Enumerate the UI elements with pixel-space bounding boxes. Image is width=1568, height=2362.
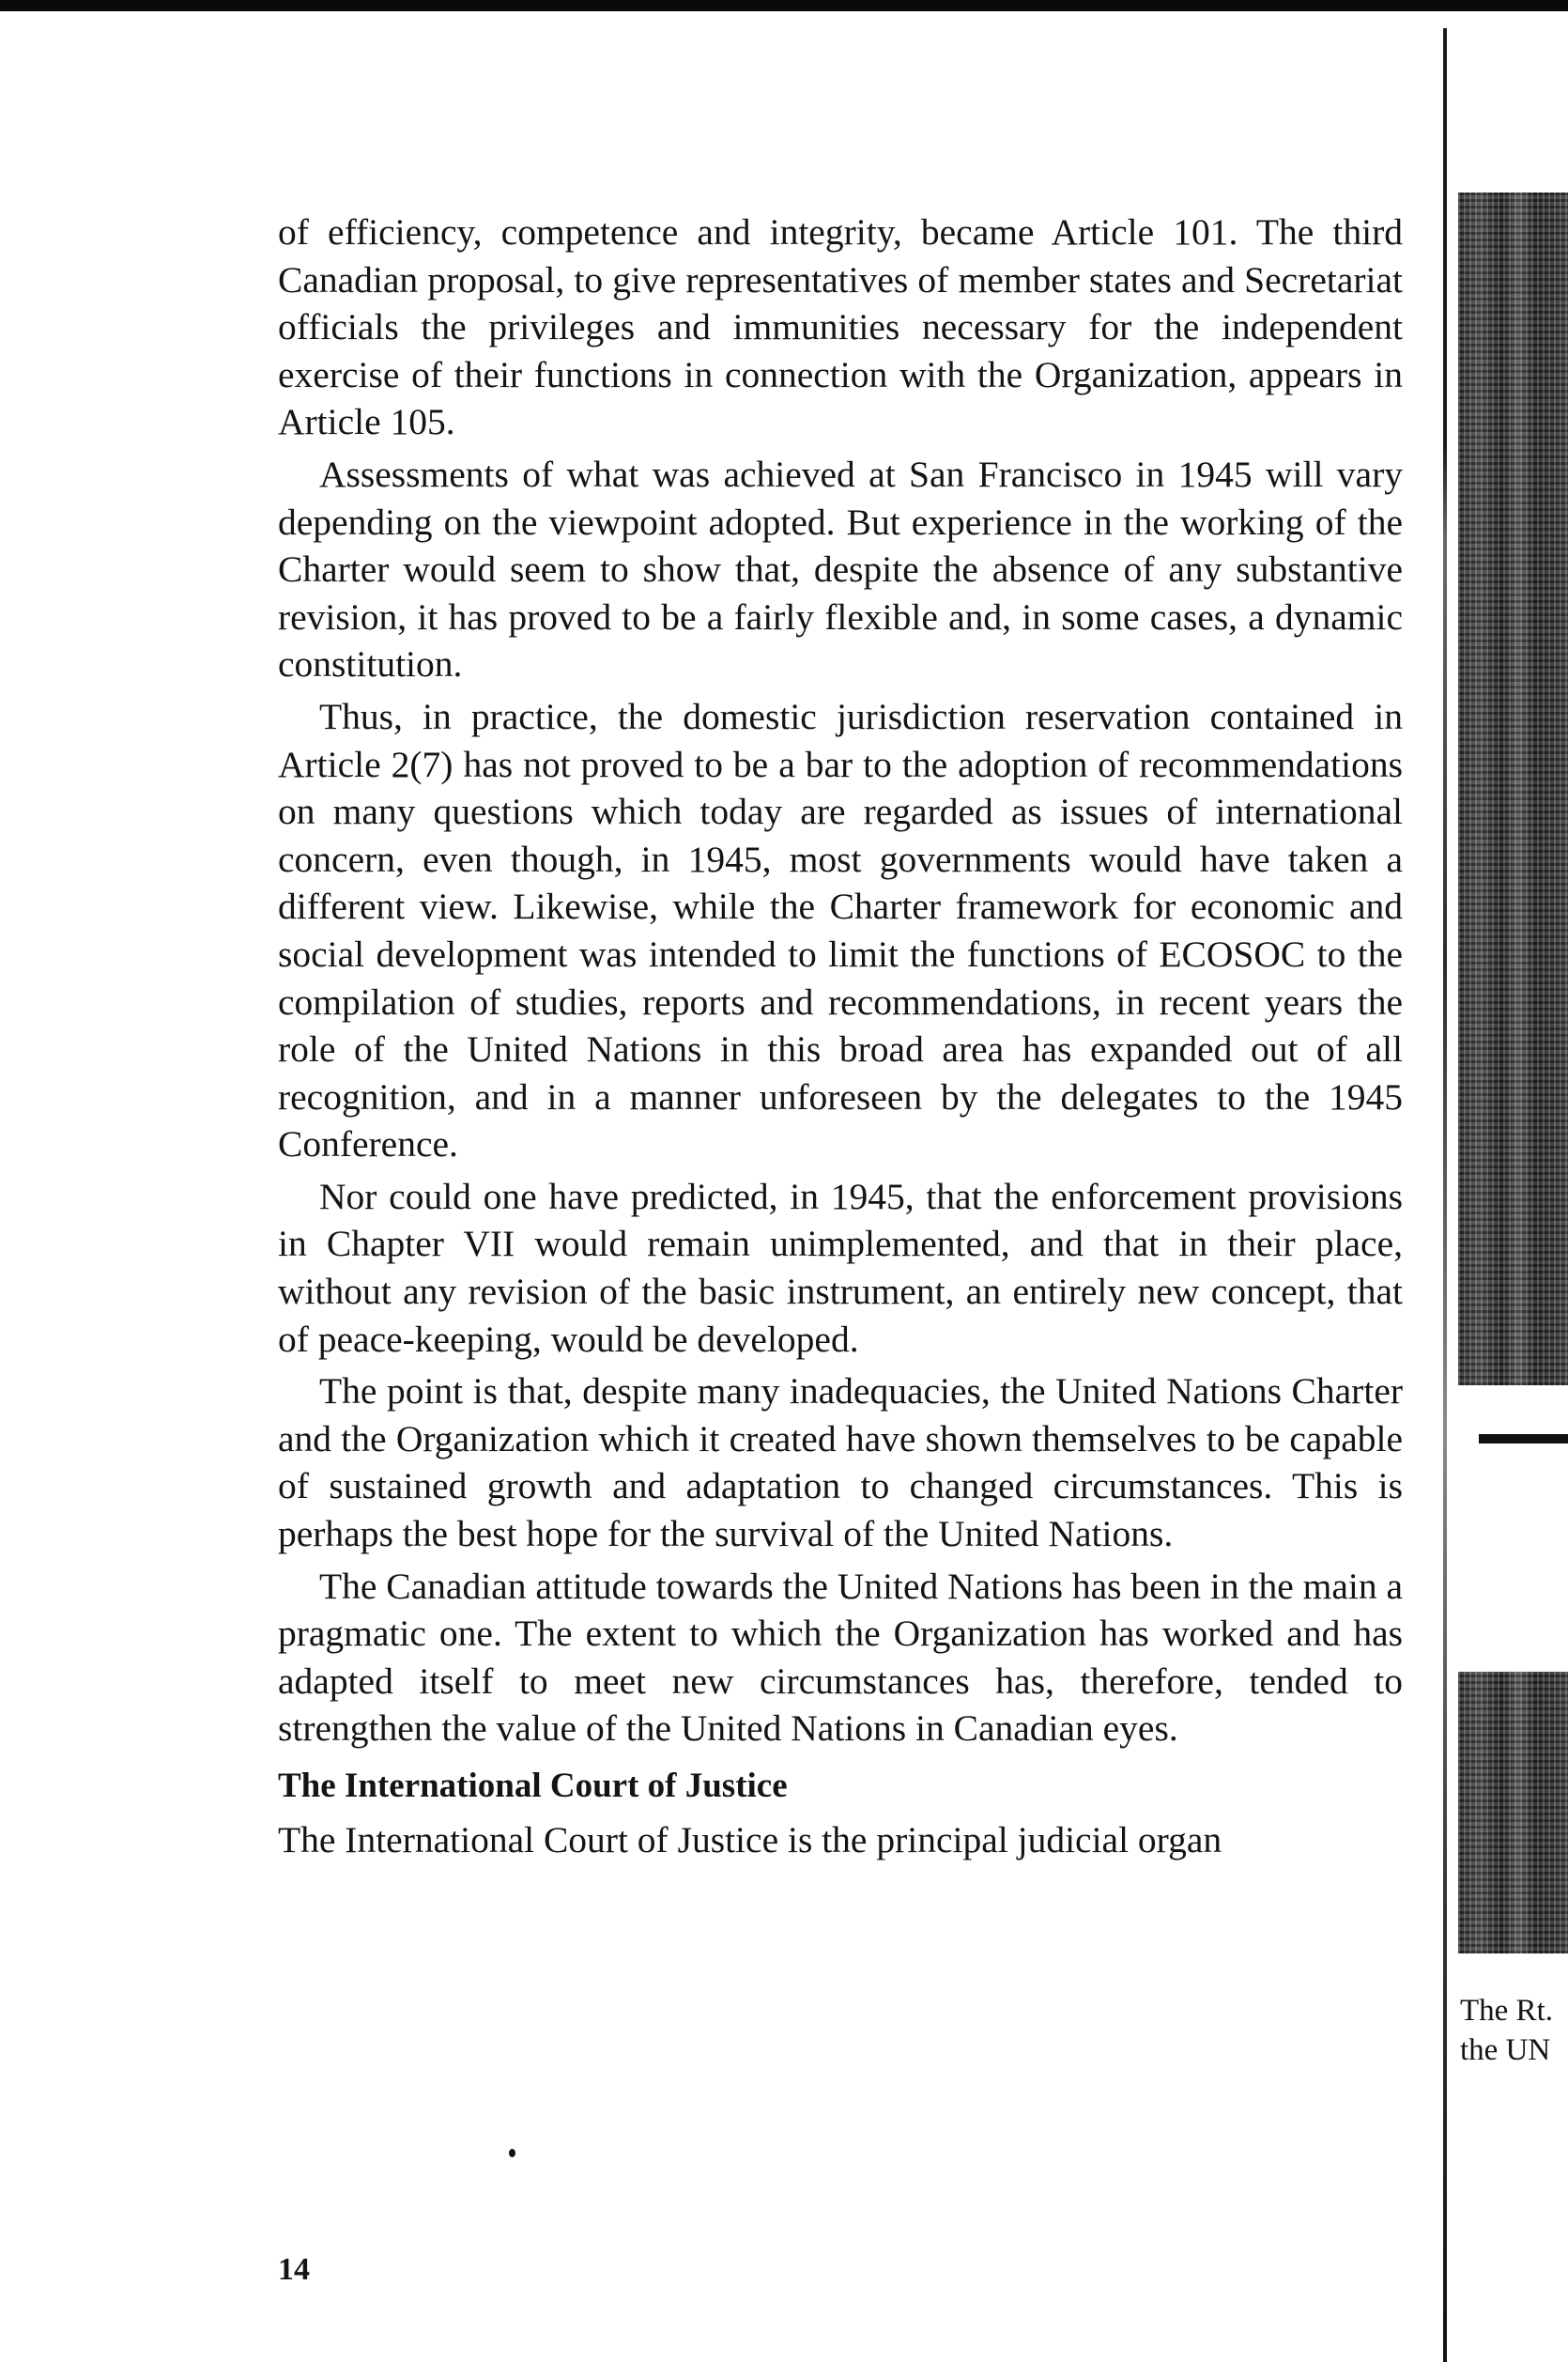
paragraph-5: The point is that, despite many inadequacies, the United Nations Charter and the Organization which it created have shown themselves to be capable of sustained growth and adaptation to changed circumstances. This is perhaps the best hope for the survival of the United Nations. [278, 1370, 1403, 1555]
section-heading: The International Court of Justice [278, 1767, 788, 1805]
paragraph-4: Nor could one have predicted, in 1945, that the enforcement provisions in Chapter VII would remain unimplemented, and that in their place, without any revision of the basic instrument, an entirely new concept, that of peace-keeping, would be developed. [278, 1175, 1403, 1360]
page-gutter-line [1443, 28, 1447, 2362]
section-paragraph: The International Court of Justice is the principal judicial organ [278, 1819, 1222, 1860]
caption-line-1: The Rt. [1460, 1994, 1553, 2028]
adjacent-page-photo-top [1458, 193, 1568, 1385]
ink-speck [509, 2149, 515, 2157]
paragraph-3: Thus, in practice, the domestic jurisdiction reservation contained in Article 2(7) has not proved to be a bar to the adoption of recommendations on many questions which today are regarded as issues of international concern, even though, in 1945, most governments would have taken a different view. Likewise, while the Charter framework for economic and social development was intended to limit the functions of ECOSOC to the compilation of studies, reports and recommendations, in recent years the role of the United Nations in this broad area has expanded out of all recognition, and in a manner unforeseen by the delegates to the 1945 Conference. [278, 695, 1403, 1166]
photo-divider-bar [1479, 1434, 1568, 1443]
page-number: 14 [278, 2252, 310, 2287]
paragraph-1: of efficiency, competence and integrity, became Article 101. The third Canadian proposal, to give representatives of member states and Secretariat officials the privileges and immunities necessary for the independent exercise of their functions in connection with the Organization, appears in Article 105. [278, 211, 1403, 443]
top-edge-rule [0, 0, 1568, 11]
paragraph-2: Assessments of what was achieved at San Francisco in 1945 will vary depending on the viewpoint adopted. But experience in the working of the Charter would seem to show that, despite the absence of any substantive revision, it has proved to be a fairly flexible and, in some cases, a dynamic constitution. [278, 453, 1403, 686]
text-column [278, 208, 1403, 1869]
adjacent-photo-caption [1460, 1991, 1553, 2070]
adjacent-page-photo-bottom [1458, 1672, 1568, 1953]
paragraph-6: The Canadian attitude towards the United Nations has been in the main a pragmatic one. The extent to which the Organization has worked and has adapted itself to meet new circumstances has, therefore, tended to strengthen the value of the United Nations in Canadian eyes. [278, 1565, 1403, 1750]
caption-line-2: the UN [1460, 2033, 1551, 2067]
